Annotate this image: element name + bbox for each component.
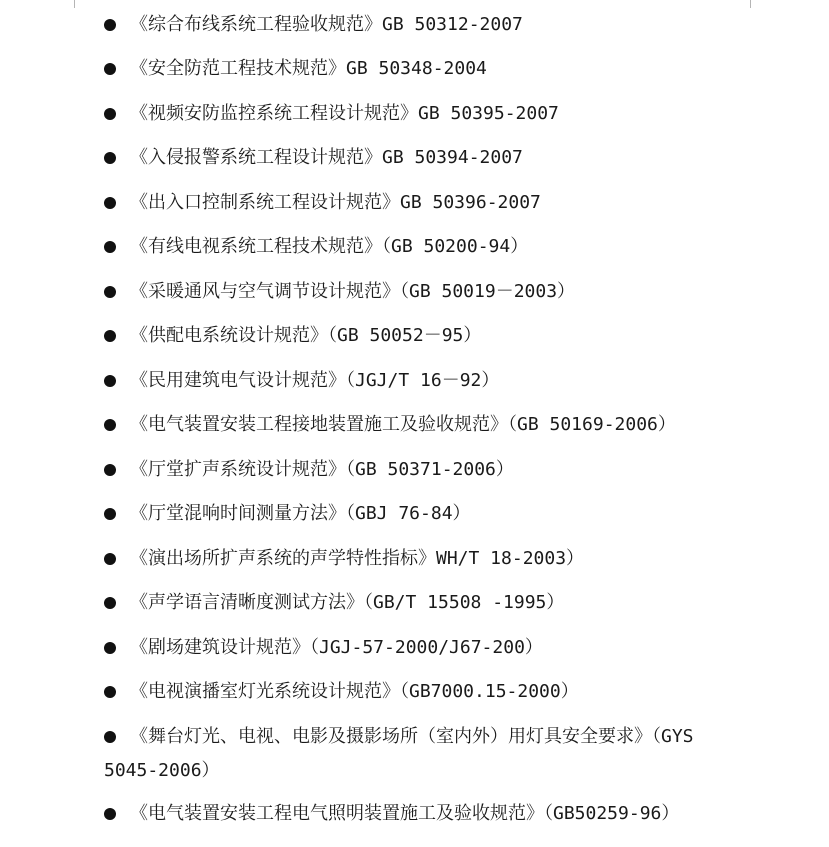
bullet-icon: [104, 152, 116, 164]
bullet-icon: [104, 330, 116, 342]
bullet-icon: [104, 553, 116, 565]
standard-text: 《声学语言清晰度测试方法》（GB/T 15508 -1995）: [130, 592, 565, 613]
standard-text: 《采暖通风与空气调节设计规范》（GB 50019－2003）: [130, 281, 576, 302]
standard-text: 《有线电视系统工程技术规范》（GB 50200-94）: [130, 236, 529, 257]
standard-text: 《视频安防监控系统工程设计规范》GB 50395-2007: [130, 103, 559, 124]
page-corner-mark-right: [750, 0, 763, 8]
standard-text: 《电气装置安装工程电气照明装置施工及验收规范》（GB50259-96）: [130, 803, 680, 824]
standard-text: 《电气装置安装工程接地装置施工及验收规范》（GB 50169-2006）: [130, 414, 676, 435]
standard-text-line2: 5045-2006）: [104, 760, 220, 781]
bullet-icon: [104, 197, 116, 209]
bullet-icon: [104, 731, 116, 743]
bullet-icon: [104, 241, 116, 253]
page-corner-mark-left: [62, 0, 75, 8]
bullet-icon: [104, 464, 116, 476]
bullet-icon: [104, 375, 116, 387]
standard-text: 《安全防范工程技术规范》GB 50348-2004: [130, 58, 487, 79]
bullet-icon: [104, 19, 116, 31]
standard-text: 《入侵报警系统工程设计规范》GB 50394-2007: [130, 147, 523, 168]
bullet-icon: [104, 63, 116, 75]
bullet-icon: [104, 597, 116, 609]
list-item: [0, 726, 829, 786]
bullet-icon: [104, 108, 116, 120]
bullet-icon: [104, 286, 116, 298]
standard-text: 《供配电系统设计规范》（GB 50052－95）: [130, 325, 482, 346]
bullet-icon: [104, 508, 116, 520]
bullet-icon: [104, 642, 116, 654]
standard-text: 《剧场建筑设计规范》（JGJ-57-2000/J67-200）: [130, 637, 543, 658]
standard-text: 《厅堂混响时间测量方法》（GBJ 76-84）: [130, 503, 471, 524]
standard-text: 《厅堂扩声系统设计规范》（GB 50371-2006）: [130, 459, 514, 480]
bullet-icon: [104, 808, 116, 820]
standard-text-line1: 《舞台灯光、电视、电影及摄影场所（室内外）用灯具安全要求》（GYS: [130, 726, 694, 747]
bullet-icon: [104, 419, 116, 431]
standard-text: 《电视演播室灯光系统设计规范》（GB7000.15-2000）: [130, 681, 579, 702]
standard-text: 《综合布线系统工程验收规范》GB 50312-2007: [130, 14, 523, 35]
standard-text: 《民用建筑电气设计规范》（JGJ/T 16－92）: [130, 370, 500, 391]
bullet-icon: [104, 686, 116, 698]
standard-text: 《出入口控制系统工程设计规范》GB 50396-2007: [130, 192, 541, 213]
standard-text: 《演出场所扩声系统的声学特性指标》WH/T 18-2003）: [130, 548, 585, 569]
